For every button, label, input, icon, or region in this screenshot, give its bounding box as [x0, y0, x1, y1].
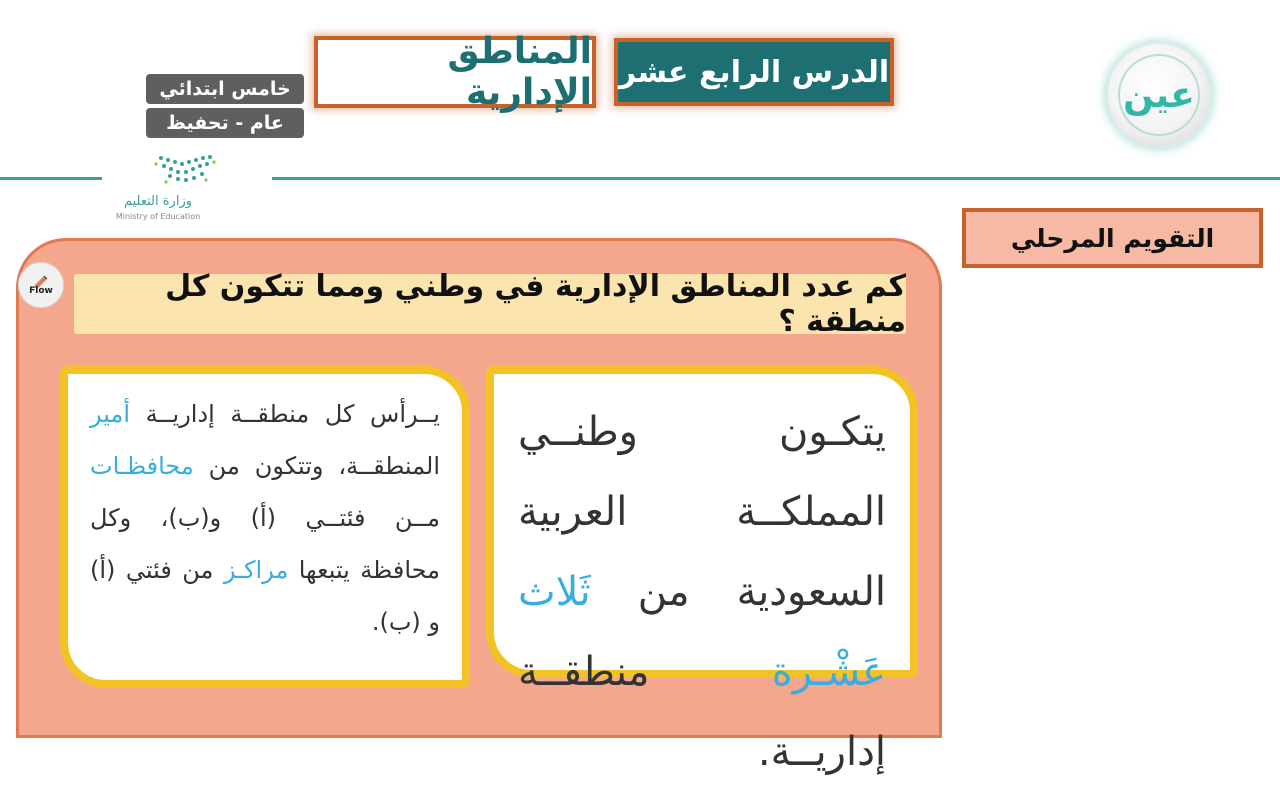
section-label-text: التقويم المرحلي [1010, 223, 1215, 253]
lesson-title-text: المناطق الإدارية [447, 31, 592, 113]
channel-logo-text: عين [1118, 54, 1200, 136]
channel-logo [1108, 44, 1210, 146]
track-badge [146, 108, 304, 138]
answer-count-text-1: يتكـون وطنــي المملكــة العربية السعودية من [518, 409, 886, 615]
answer-card-count [486, 366, 918, 775]
answer-structure-highlight-2: محافظـات [90, 452, 194, 480]
ministry-name-arabic: وزارة التعليم [123, 194, 193, 209]
question-text: كم عدد المناطق الإدارية في وطني ومما تتكون كل منطقة ؟ [165, 269, 906, 339]
answer-structure-text-4: من فئتي (أ) و (ب). [90, 556, 440, 636]
answer-structure-highlight-3: مراكـز [223, 556, 289, 584]
answer-count-text-2: منطقــة إداريــة. [518, 649, 886, 775]
answer-structure-highlight-1: أمير [90, 400, 131, 428]
flow-badge-label: Flow [29, 286, 53, 296]
ministry-name-english: Ministry of Education [115, 212, 201, 221]
answer-card-structure [60, 366, 470, 688]
answer-count-highlight: ثَلاث عَشْـرة [518, 569, 886, 695]
answer-structure-text-3: مــن فئتــي (أ) و(ب)، وكل محافظة يتبعها [90, 504, 440, 584]
grade-badge [146, 74, 304, 104]
answer-structure-text-2: المنطقــة، وتتكون من [193, 452, 440, 480]
lesson-number-text: الدرس الرابع عشر [618, 54, 890, 90]
section-label-banner [962, 208, 1263, 268]
question-banner [74, 269, 906, 339]
lesson-number-banner [614, 38, 894, 106]
flow-badge[interactable] [18, 262, 64, 308]
grade-text: خامس ابتدائي [159, 78, 291, 100]
track-text: عام - تحفيظ [166, 112, 284, 134]
lesson-title-banner [314, 31, 596, 113]
answer-structure-text-1: يــرأس كل منطقــة إداريــة [130, 400, 440, 428]
